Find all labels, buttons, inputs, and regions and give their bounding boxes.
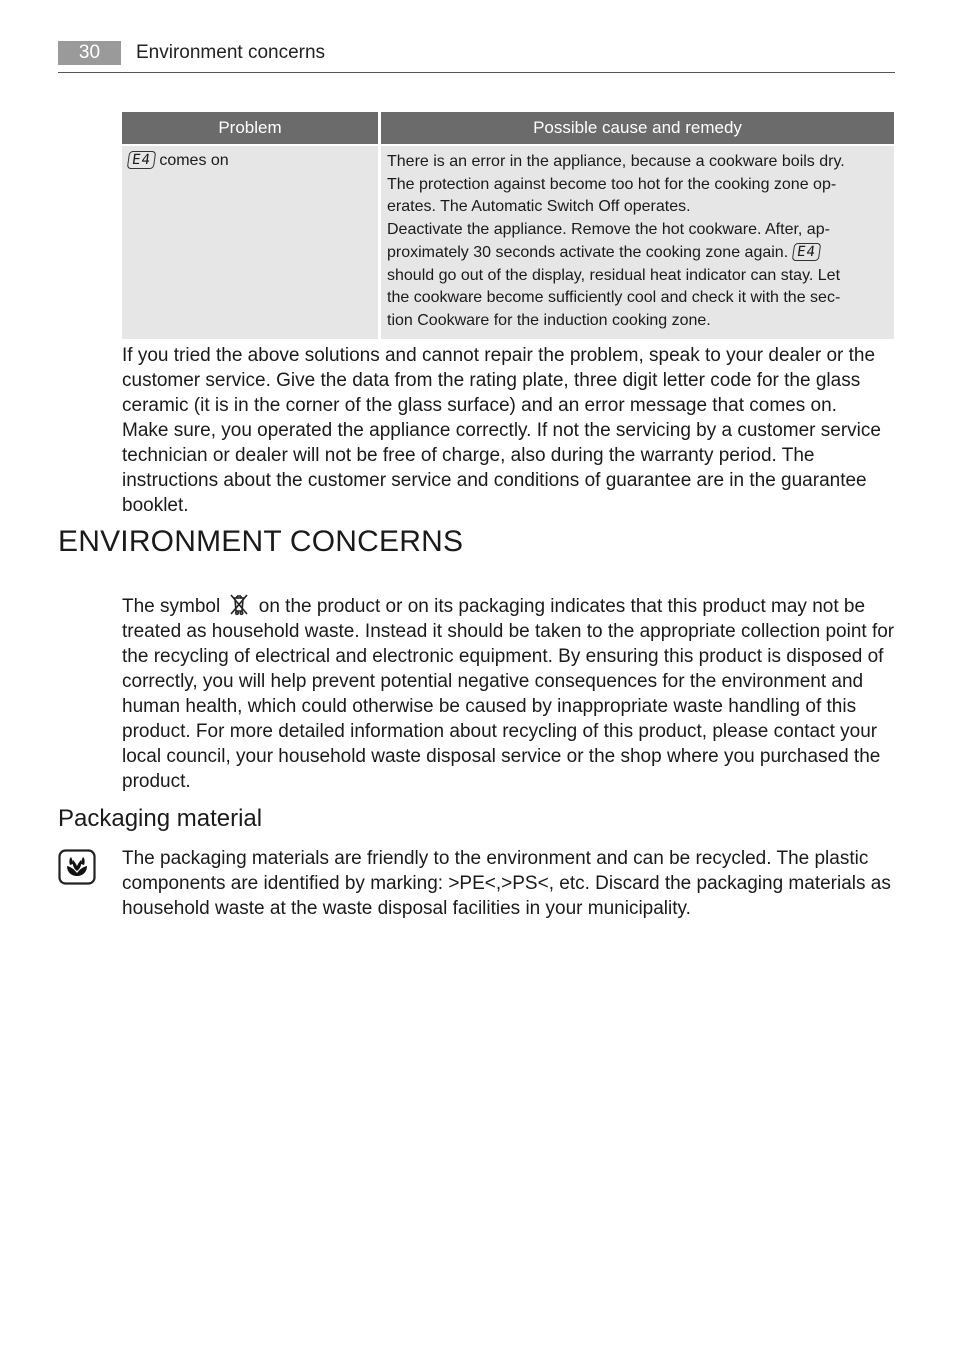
remedy-line: The protection against become too hot for the cooking zone op-: [387, 175, 837, 193]
page-number: 30: [58, 41, 121, 65]
packaging-paragraph: The packaging materials are friendly to the environment and can be recycled. The plastic components are identified by marking: >PE<,>PS<, etc. Discard the packaging materials as household waste at the waste disposal facilities in your municipality.: [122, 848, 891, 919]
troubleshooting-table: [122, 112, 894, 339]
problem-cell: [122, 144, 381, 339]
remedy-line-text: proximately 30 seconds activate the cooking zone again.: [387, 243, 789, 261]
remedy-cell: [381, 144, 894, 339]
remedy-line: should go out of the display, residual heat indicator can stay. Let: [387, 266, 841, 284]
remedy-line: Deactivate the appliance. Remove the hot cookware. After, ap-: [387, 221, 830, 239]
remedy-line: tion Cookware for the induction cooking zone.: [387, 311, 711, 329]
page-header: [58, 40, 895, 73]
error-code-display: E4: [127, 151, 156, 169]
weee-paragraph: [122, 592, 897, 794]
remedy-line: There is an error in the appliance, because a cookware boils dry.: [387, 153, 845, 170]
table-row: [122, 144, 894, 339]
header-section-title: Environment concerns: [136, 42, 326, 63]
remedy-line: [387, 242, 886, 265]
weee-text-before: The symbol: [122, 596, 221, 617]
remedy-line: the cookware become sufficiently cool and check it with the sec-: [387, 289, 841, 307]
table-header-row: [122, 112, 894, 144]
weee-text-after: on the product or on its packaging indicates that this product may not be treated as household waste. Instead it should be taken to the appropriate collection point for the recycling of electrical and electronic equipment. By ensuring this product is disposed of correctly, you will help prevent potential negative consequences for the environment and human health, which could otherwise be caused by inappropriate waste handling of this product. For more detailed information about recycling of this product, please contact your local council, your household waste disposal service or the shop where you purchased the product.: [122, 596, 895, 792]
environment-flower-icon: [58, 849, 96, 885]
problem-text: comes on: [159, 152, 229, 169]
error-code-display: E4: [791, 243, 820, 261]
column-header-problem: Problem: [122, 112, 381, 144]
service-paragraph: If you tried the above solutions and cannot repair the problem, speak to your dealer or the customer service. Give the data from the rating plate, three digit letter code for the glass ceramic (it is in the corner of the glass surface) and an error message that comes on.: [122, 345, 876, 416]
remedy-line: erates. The Automatic Switch Off operates.: [387, 198, 691, 216]
crossed-bin-icon: [227, 592, 251, 616]
environment-heading: ENVIRONMENT CONCERNS: [58, 525, 464, 558]
column-header-remedy: Possible cause and remedy: [381, 112, 894, 144]
warranty-paragraph: Make sure, you operated the appliance correctly. If not the servicing by a customer service technician or dealer will not be free of charge, also during the warranty period. The instructions about the customer service and conditions of guarantee are in the guarantee booklet.: [122, 420, 881, 516]
packaging-heading: Packaging material: [58, 805, 263, 832]
